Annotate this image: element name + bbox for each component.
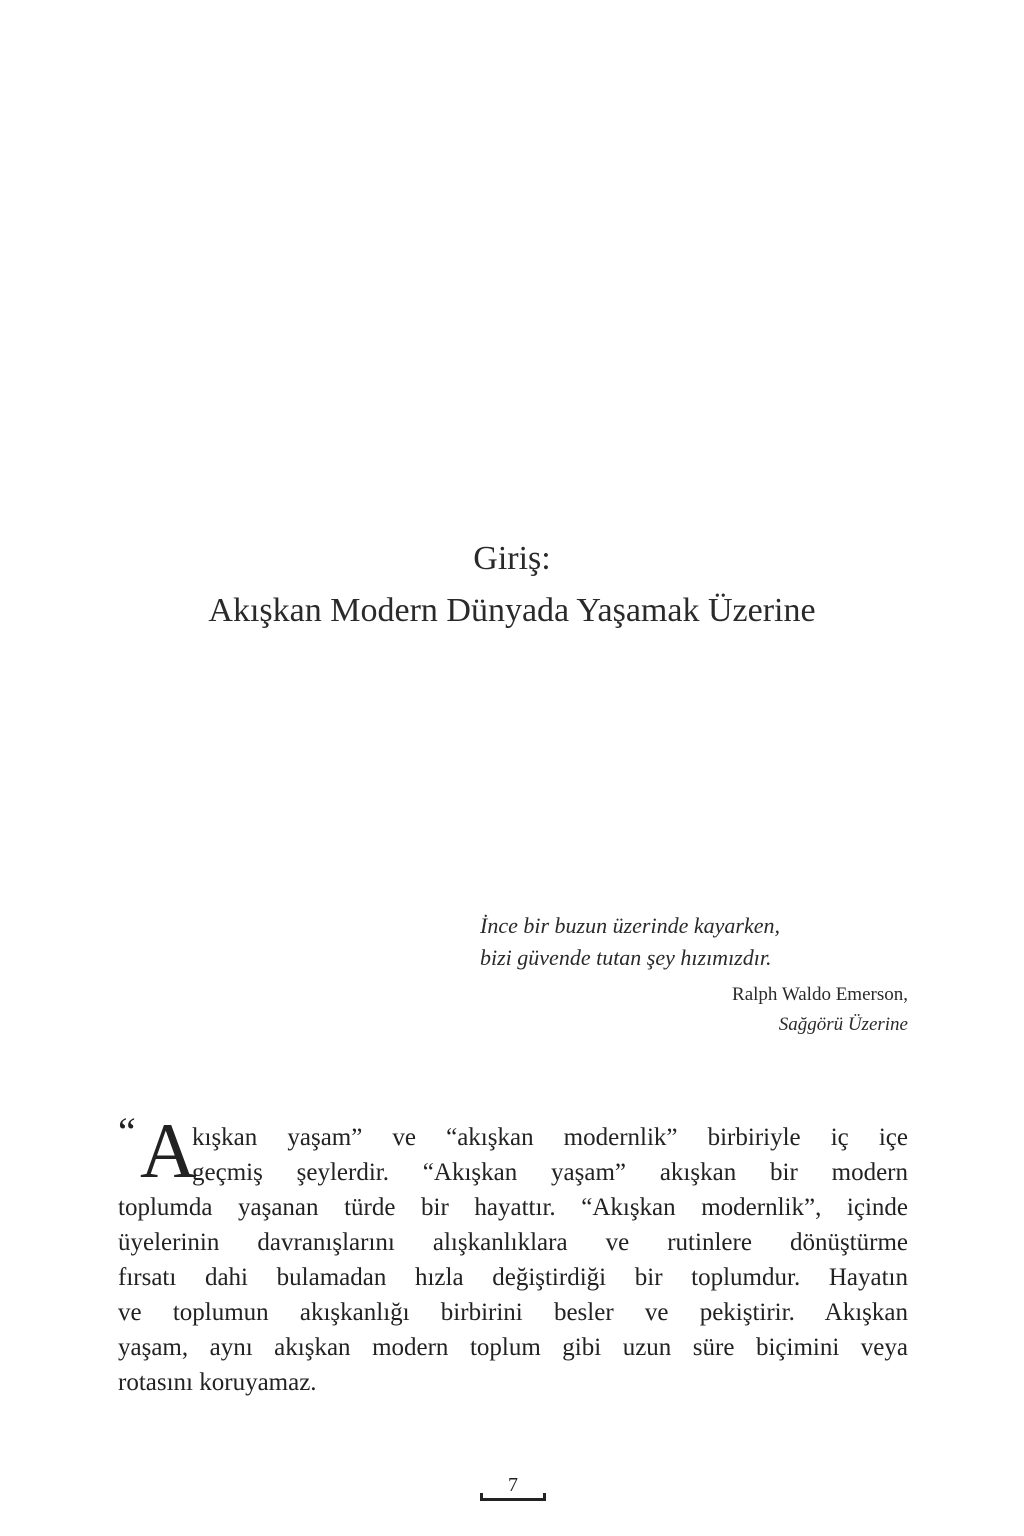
page-number-tick-left (480, 1493, 483, 1501)
epigraph-line-2: bizi güvende tutan şey hızımızdır. (480, 945, 772, 970)
epigraph-quote (480, 910, 908, 974)
body-paragraph (118, 1107, 908, 1400)
body-line: yaşam, aynı akışkan modern toplum gibi uzun süre biçimini veya (118, 1334, 908, 1361)
page-number-footer (480, 1474, 546, 1504)
body-line: toplumda yaşanan türde bir hayattır. “Akışkan modernlik”, içinde (118, 1194, 908, 1221)
epigraph (480, 910, 908, 1040)
epigraph-line-1: İnce bir buzun üzerinde kayarken, (480, 913, 780, 938)
body-line: kışkan yaşam” ve “akışkan modernlik” birbiriyle iç içe (192, 1124, 908, 1151)
epigraph-work-title: Sağgörü Üzerine (778, 1014, 908, 1035)
body-line: üyelerinin davranışlarını alışkanlıklara ve rutinlere dönüştürme (118, 1229, 908, 1256)
page-number-tick-right (543, 1493, 546, 1501)
body-line: geçmiş şeylerdir. “Akışkan yaşam” akışkan bir modern (192, 1159, 908, 1186)
body-line: fırsatı dahi bulamadan hızla değiştirdiği bir toplumdur. Hayatın (118, 1264, 908, 1291)
page-number-rule (480, 1498, 546, 1501)
body-line: rotasını koruyamaz. (118, 1369, 317, 1396)
chapter-title (0, 533, 1024, 637)
epigraph-attribution (480, 980, 908, 1040)
epigraph-author: Ralph Waldo Emerson, (732, 984, 908, 1005)
body-line: ve toplumun akışkanlığı birbirini besler ve pekiştirir. Akışkan (118, 1299, 908, 1326)
drop-cap-block (118, 1107, 197, 1194)
opening-quote-mark: “ (118, 1109, 136, 1154)
drop-cap-letter: A (140, 1107, 197, 1194)
chapter-title-line-2: Akışkan Modern Dünyada Yaşamak Üzerine (208, 592, 816, 629)
chapter-title-line-1: Giriş: (473, 540, 551, 577)
page-number: 7 (508, 1474, 518, 1496)
